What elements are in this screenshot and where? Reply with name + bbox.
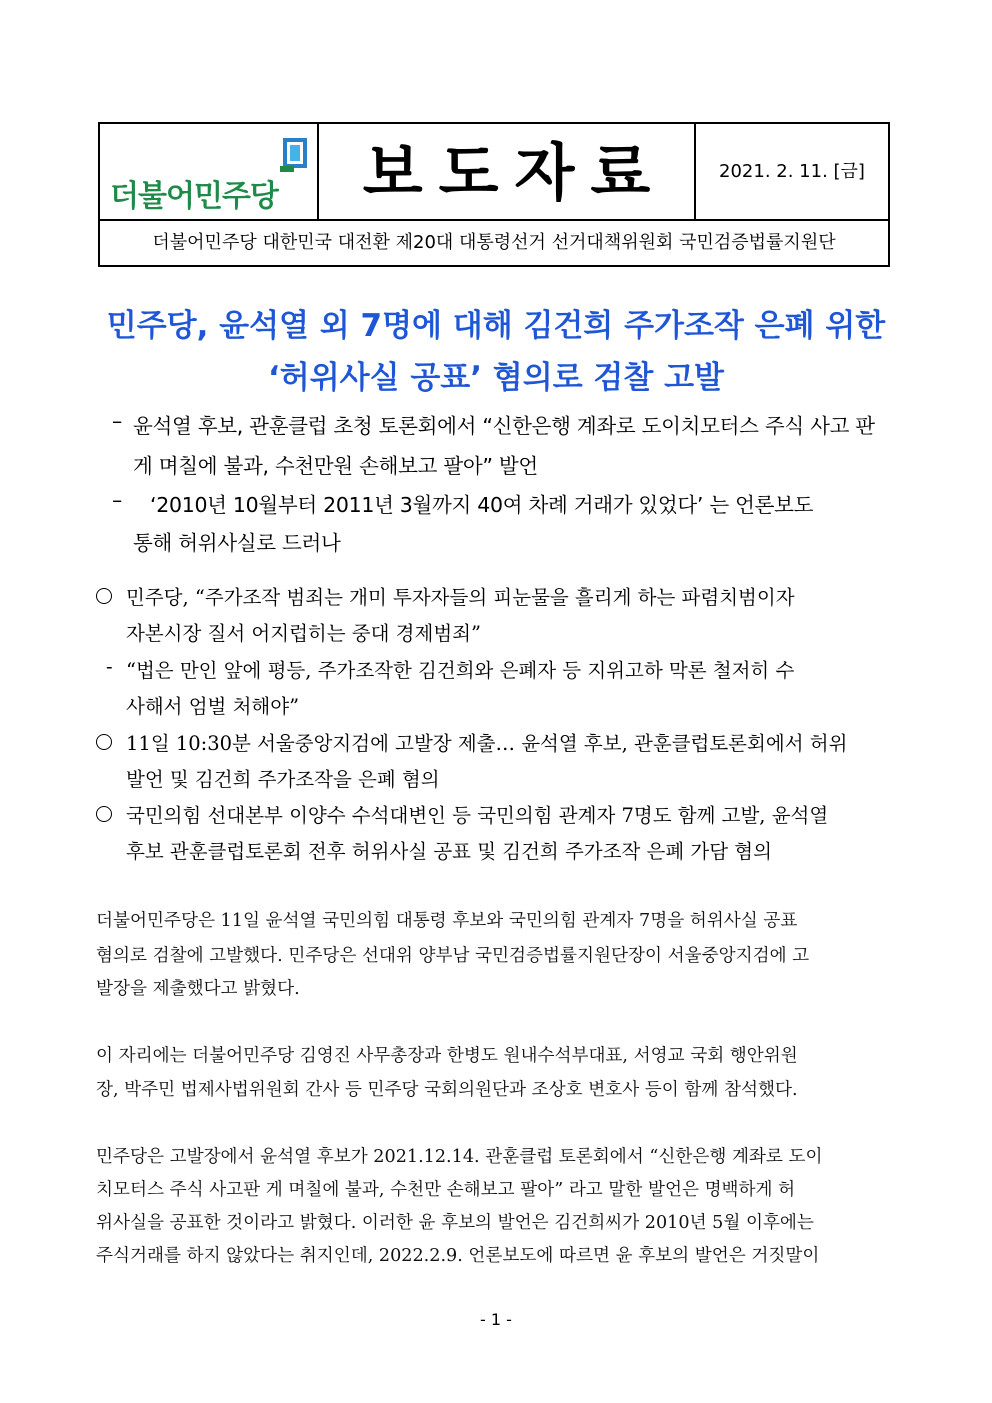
date-cell <box>696 124 888 219</box>
bullet-3-line-1: 11일 10:30분 서울중앙지검에 고발장 제출… 윤석열 후보, 관훈클럽토론회에서 허위 <box>126 732 848 755</box>
bullet-3-line-2: 발언 및 김건희 주가조작을 은폐 혐의 <box>126 768 440 791</box>
party-logo-text: 더불어민주당 <box>110 179 278 214</box>
bullet-2-line-2: 사해서 엄벌 처해야” <box>126 695 300 718</box>
press-release-title: 보도자료 <box>362 136 667 209</box>
subhead-1-line-2: 게 며칠에 불과, 수천만원 손해보고 팔아” 발언 <box>133 454 538 478</box>
bullet-4-line-1: 국민의힘 선대본부 이양수 수석대변인 등 국민의힘 관계자 7명도 함께 고발, 윤석열 <box>126 804 829 827</box>
paragraph-3-line-2: 치모터스 주식 사고판 게 며칠에 불과, 수천만 손해보고 팔아” 라고 말한 발언은 명백하게 허 <box>96 1180 796 1200</box>
subhead-2-line-1: ‘2010년 10월부터 2011년 3월까지 40여 차례 거래가 있었다’ 는 언론보도 <box>150 493 814 517</box>
bullet-circle-icon <box>96 806 112 822</box>
subhead-2-marker: – <box>112 488 122 512</box>
subhead-1-marker: – <box>112 409 122 433</box>
release-date: 2021. 2. 11. [금] <box>719 161 865 182</box>
page-number: - 1 - <box>480 1310 512 1329</box>
subhead-1-line-1: 윤석열 후보, 관훈클럽 초청 토론회에서 “신한은행 계좌로 도이치모터스 주식 사고 판 <box>133 414 875 438</box>
bullet-2-line-1: “법은 만인 앞에 평등, 주가조작한 김건희와 은폐자 등 지위고하 막론 철저히 수 <box>126 659 795 682</box>
paragraph-3-line-1: 민주당은 고발장에서 윤석열 후보가 2021.12.14. 관훈클럽 토론회에서 “신한은행 계좌로 도이 <box>96 1147 823 1167</box>
party-logo <box>100 124 319 219</box>
bullet-2-marker: - <box>106 655 113 678</box>
headline-line-1: 민주당, 윤석열 외 7명에 대해 김건희 주가조작 은폐 위한 <box>106 308 886 344</box>
bullet-1-line-1: 민주당, “주가조작 범죄는 개미 투자자들의 피눈물을 흘리게 하는 파렴치범이자 <box>126 586 795 609</box>
paragraph-1-line-2: 혐의로 검찰에 고발했다. 민주당은 선대위 양부남 국민검증법률지원단장이 서울중앙지검에 고 <box>96 946 810 966</box>
header-top-row <box>100 124 888 221</box>
bullet-circle-icon <box>96 734 112 750</box>
paragraph-1-line-3: 발장을 제출했다고 밝혔다. <box>96 979 300 999</box>
bullet-4-line-2: 후보 관훈클럽토론회 전후 허위사실 공표 및 김건희 주가조작 은폐 가담 혐의 <box>126 840 772 863</box>
issuing-organization: 더불어민주당 대한민국 대전환 제20대 대통령선거 선거대책위원회 국민검증법률지원단 <box>152 232 836 253</box>
paragraph-1-line-1: 더불어민주당은 11일 윤석열 국민의힘 대통령 후보와 국민의힘 관계자 7명을 허위사실 공표 <box>96 911 798 931</box>
press-release-header <box>98 122 890 267</box>
party-logo-mark-icon <box>278 136 312 174</box>
paragraph-3-line-3: 위사실을 공표한 것이라고 밝혔다. 이러한 윤 후보의 발언은 김건희씨가 2010년 5월 이후에는 <box>96 1213 814 1233</box>
paragraph-3-line-4: 주식거래를 하지 않았다는 취지인데, 2022.2.9. 언론보도에 따르면 윤 후보의 발언은 거짓말이 <box>96 1246 820 1266</box>
bullet-circle-icon <box>96 588 112 604</box>
bullet-1-line-2: 자본시장 질서 어지럽히는 중대 경제범죄” <box>126 622 481 645</box>
paragraph-2-line-1: 이 자리에는 더불어민주당 김영진 사무총장과 한병도 원내수석부대표, 서영교 국회 행안위원 <box>96 1046 798 1066</box>
headline-line-2: ‘허위사실 공표’ 혐의로 검찰 고발 <box>267 360 725 396</box>
title-cell <box>319 124 696 219</box>
paragraph-2-line-2: 장, 박주민 법제사법위원회 간사 등 민주당 국회의원단과 조상호 변호사 등이 함께 참석했다. <box>96 1080 798 1100</box>
subhead-2-line-2: 통해 허위사실로 드러나 <box>133 531 341 555</box>
